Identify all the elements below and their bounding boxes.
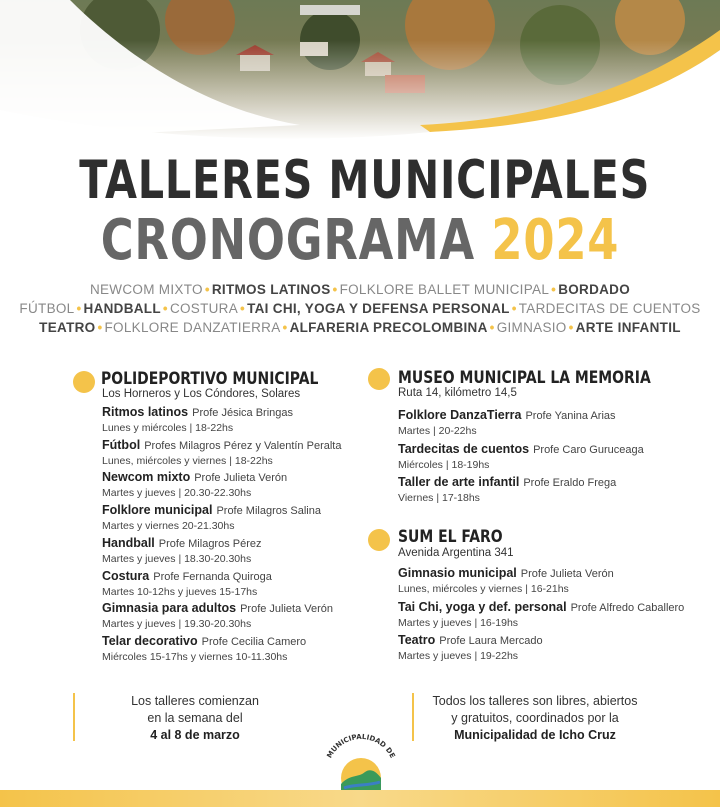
workshop-item: [398, 475, 616, 489]
workshop-schedule: Miércoles | 18-19hs: [398, 458, 490, 471]
bullet-separator: •: [489, 320, 495, 335]
category-item: TARDECITAS DE CUENTOS: [518, 301, 701, 316]
bullet-separator: •: [204, 282, 210, 297]
bullet-separator: •: [332, 282, 338, 297]
subtitle: [72, 208, 648, 273]
workshop-schedule: Martes y jueves | 16-19hs: [398, 616, 519, 629]
free-note-line1: Todos los talleres son libres, abiertos: [432, 694, 638, 708]
workshop-name: Folklore DanzaTierra: [398, 408, 522, 422]
workshop-item: [102, 536, 262, 550]
category-item: FÚTBOL: [19, 301, 75, 316]
start-note-line2: en la semana del: [147, 711, 243, 725]
workshop-name: Newcom mixto: [102, 470, 191, 485]
divider-right: [412, 693, 414, 741]
subtitle-word: CRONOGRAMA: [100, 208, 475, 273]
header-photo: [0, 0, 720, 140]
bullet-separator: •: [162, 301, 168, 316]
workshop-name: Tardecitas de cuentos: [398, 441, 530, 456]
bullet-museo: [368, 368, 390, 390]
venue-polideportivo-address: Los Horneros y Los Cóndores, Solares: [102, 388, 301, 400]
workshop-item: [102, 405, 293, 419]
workshop-item: [102, 569, 272, 583]
category-item: TAI CHI, YOGA Y DEFENSA PERSONAL: [247, 301, 510, 316]
workshop-teacher: Profe Milagros Salina: [216, 505, 321, 518]
venue-faro-title: SUM EL FARO: [398, 527, 503, 547]
bullet-separator: •: [76, 301, 82, 316]
workshop-item: [102, 438, 341, 452]
bullet-separator: •: [282, 320, 288, 335]
workshop-teacher: Profe Yanina Arias: [525, 410, 616, 422]
start-date-note: [95, 693, 295, 744]
category-item: FOLKLORE DANZATIERRA: [104, 320, 281, 335]
bullet-separator: •: [511, 301, 517, 316]
bullet-separator: •: [568, 320, 574, 335]
workshop-item: [102, 470, 287, 484]
svg-text:MUNICIPALIDAD DE: [325, 733, 396, 760]
workshop-schedule: Miércoles 15-17hs y viernes 10-11.30hs: [102, 650, 288, 663]
workshop-item: [102, 503, 321, 517]
free-note-line3: Municipalidad de Icho Cruz: [454, 728, 616, 742]
workshop-item: [398, 600, 684, 614]
category-line: [0, 299, 720, 318]
workshop-name: Handball: [102, 535, 155, 550]
workshop-schedule: Martes | 20-22hs: [398, 425, 477, 437]
bullet-polideportivo: [73, 371, 95, 393]
workshop-schedule: Martes y jueves | 18.30-20.30hs: [102, 552, 252, 565]
workshop-schedule: Martes y jueves | 20.30-22.30hs: [102, 487, 252, 500]
workshop-teacher: Profe Jésica Bringas: [192, 407, 294, 419]
workshop-name: Gimnasio municipal: [398, 566, 517, 580]
main-title: TALLERES MUNICIPALES: [79, 150, 651, 211]
workshop-name: Costura: [102, 568, 150, 583]
workshop-schedule: Lunes y miércoles | 18-22hs: [102, 422, 234, 434]
category-item: BORDADO: [558, 282, 631, 297]
workshop-categories: [0, 280, 720, 337]
venue-polideportivo-title: POLIDEPORTIVO MUNICIPAL: [101, 369, 319, 389]
workshop-teacher: Profe Julieta Verón: [240, 603, 334, 616]
year: 2024: [491, 208, 620, 273]
workshop-schedule: Martes y jueves | 19.30-20.30hs: [102, 618, 252, 631]
divider-left: [73, 693, 75, 741]
workshop-schedule: Martes 10-12hs y jueves 15-17hs: [102, 585, 258, 598]
category-item: RITMOS LATINOS: [211, 282, 331, 297]
venue-museo-title: MUSEO MUNICIPAL LA MEMORIA: [398, 368, 651, 388]
category-item: HANDBALL: [83, 301, 161, 316]
workshop-teacher: Profe Milagros Pérez: [158, 537, 262, 550]
workshop-item: [398, 442, 644, 456]
workshop-schedule: Martes y viernes 20-21.30hs: [102, 520, 235, 533]
workshop-name: Ritmos latinos: [102, 405, 189, 419]
workshop-schedule: Martes y jueves | 19-22hs: [398, 650, 519, 662]
category-item: ARTE INFANTIL: [575, 320, 681, 335]
workshop-name: Fútbol: [102, 437, 141, 452]
workshop-item: [102, 634, 306, 648]
workshop-teacher: Profe Alfredo Caballero: [570, 601, 685, 614]
workshop-schedule: Lunes, miércoles y viernes | 16-21hs: [398, 583, 569, 595]
venue-faro-address: Avenida Argentina 341: [398, 547, 514, 559]
category-item: NEWCOM MIXTO: [89, 282, 203, 297]
workshop-schedule: Viernes | 17-18hs: [398, 492, 480, 504]
venue-museo-address: Ruta 14, kilómetro 14,5: [398, 387, 517, 399]
workshop-name: Folklore municipal: [102, 503, 213, 518]
logo-top-text: MUNICIPALIDAD DE: [325, 732, 397, 760]
workshop-name: Tai Chi, yoga y def. personal: [398, 599, 567, 614]
bullet-separator: •: [97, 320, 103, 335]
workshop-teacher: Profe Fernanda Quiroga: [153, 570, 272, 583]
workshop-item: [102, 601, 333, 615]
workshop-name: Gimnasia para adultos: [102, 601, 237, 616]
workshop-item: [398, 566, 614, 580]
category-item: FOLKLORE BALLET MUNICIPAL: [339, 282, 550, 297]
bullet-faro: [368, 529, 390, 551]
bullet-separator: •: [240, 301, 246, 316]
workshop-schedule: Lunes, miércoles y viernes | 18-22hs: [102, 454, 273, 467]
workshop-teacher: Profe Eraldo Frega: [523, 477, 617, 489]
workshop-teacher: Profe Cecilia Camero: [201, 635, 307, 648]
workshop-name: Telar decorativo: [102, 633, 198, 648]
category-item: TEATRO: [39, 320, 96, 335]
category-line: [0, 318, 720, 337]
workshop-name: Teatro: [398, 633, 436, 647]
workshop-teacher: Profe Caro Guruceaga: [533, 443, 644, 456]
category-line: [0, 280, 720, 299]
start-note-line1: Los talleres comienzan: [131, 694, 259, 708]
workshop-teacher: Profe Julieta Verón: [520, 568, 614, 580]
free-workshops-note: [420, 693, 650, 744]
category-item: COSTURA: [169, 301, 239, 316]
free-note-line2: y gratuitos, coordinados por la: [451, 711, 619, 725]
bullet-separator: •: [551, 282, 557, 297]
bottom-accent-bar: [0, 790, 720, 807]
category-item: ALFARERIA PRECOLOMBINA: [289, 320, 488, 335]
workshop-name: Taller de arte infantil: [398, 475, 520, 489]
workshop-teacher: Profes Milagros Pérez y Valentín Peralta: [144, 439, 342, 452]
start-note-date: 4 al 8 de marzo: [150, 728, 240, 742]
workshop-item: [398, 633, 543, 647]
workshop-teacher: Profe Laura Mercado: [439, 635, 543, 647]
category-item: GIMNASIO: [496, 320, 567, 335]
workshop-item: [398, 408, 616, 422]
workshop-teacher: Profe Julieta Verón: [194, 472, 288, 485]
